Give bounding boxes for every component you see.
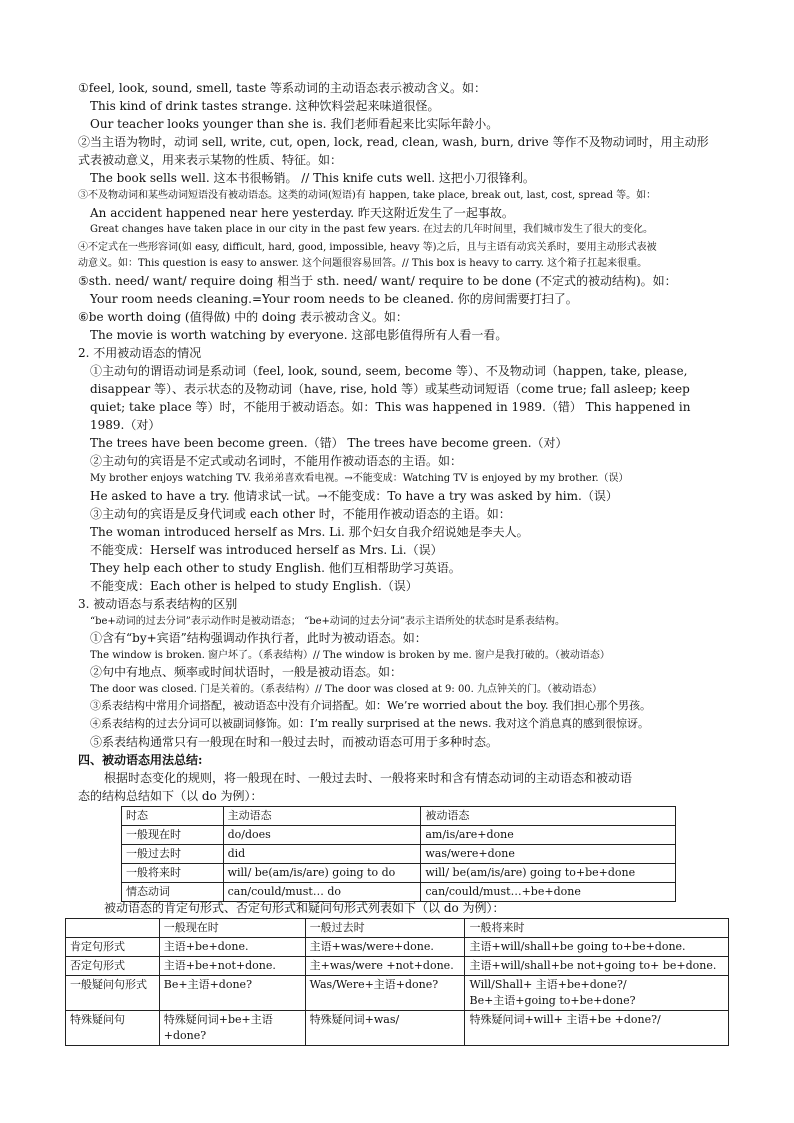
section-4-heading: 四、被动语态用法总结: bbox=[78, 753, 203, 767]
table-cell: 主语+was/were+done. bbox=[305, 938, 465, 957]
table-cell: 主+was/were +not+done. bbox=[305, 957, 465, 976]
example-line: Your room needs cleaning.=Your room needs to be cleaned. 你的房间需要打扫了。 bbox=[90, 292, 578, 306]
example-line: They help each other to study English. 他们互相帮助学习英语。 bbox=[90, 561, 461, 575]
rule-6-heading: ⑥be worth doing (值得做) 中的 doing 表示被动含义。如： bbox=[78, 310, 408, 324]
table-cell: do/does bbox=[223, 826, 421, 845]
table-header-cell: 一般过去时 bbox=[305, 919, 465, 938]
table-cell: 特殊疑问词+will+ 主语+be +done?/ bbox=[465, 1011, 729, 1046]
table-cell: 肯定句形式 bbox=[66, 938, 160, 957]
table-header-cell: 被动语态 bbox=[421, 807, 676, 826]
table-cell: will/ be(am/is/are) going to+be+done bbox=[421, 864, 676, 883]
table-cell: 主语+will/shall+be going to+be+done. bbox=[465, 938, 729, 957]
paragraph-line: quiet; take place 等）时，不能用于被动语态。如：This was happened in 1989.（错） This happened in bbox=[90, 400, 691, 414]
rule-2-heading: ②当主语为物时，动词 sell, write, cut, open, lock, read, clean, wash, burn, drive 等作不及物动词时，用主动形 bbox=[78, 135, 709, 149]
table-cell: 特殊疑问词+was/ bbox=[305, 1011, 465, 1046]
table-header-row bbox=[122, 807, 676, 826]
table-cell: 一般现在时 bbox=[122, 826, 224, 845]
table-cell bbox=[465, 976, 729, 1011]
paragraph-line: ②句中有地点、频率或时间状语时，一般是被动语态。如： bbox=[90, 665, 403, 679]
paragraph-line: 1989.（对） bbox=[90, 418, 161, 432]
table-row bbox=[66, 938, 729, 957]
table-cell: Was/Were+主语+done? bbox=[305, 976, 465, 1011]
table-cell: 主语+be+done. bbox=[159, 938, 305, 957]
rule-1-heading: ①feel, look, sound, smell, taste 等系动词的主动语态表示被动含义。如： bbox=[78, 81, 487, 95]
paragraph-line: ①含有“by+宾语”结构强调动作执行者，此时为被动语态。如： bbox=[90, 631, 427, 645]
table-cell: am/is/are+done bbox=[421, 826, 676, 845]
example-line: 不能变成：Each other is helped to study English.（误） bbox=[90, 579, 418, 593]
paragraph-line: disappear 等）、表示状态的及物动词（have, rise, hold 等）或某些动词短语（come true; fall asleep; keep bbox=[90, 382, 690, 396]
table-row bbox=[66, 957, 729, 976]
table-cell: can/could/must…+be+done bbox=[421, 883, 676, 902]
example-line: An accident happened near here yesterday. 昨天这附近发生了一起事故。 bbox=[90, 206, 514, 220]
table-row bbox=[122, 845, 676, 864]
table-header-cell: 时态 bbox=[122, 807, 224, 826]
table-cell: was/were+done bbox=[421, 845, 676, 864]
example-line: The woman introduced herself as Mrs. Li. 那个妇女自我介绍说她是李夫人。 bbox=[90, 525, 529, 539]
table-cell: 否定句形式 bbox=[66, 957, 160, 976]
table-cell: will/ be(am/is/are) going to do bbox=[223, 864, 421, 883]
example-line: Our teacher looks younger than she is. 我们老师看起来比实际年龄小。 bbox=[90, 117, 499, 131]
table-row bbox=[122, 826, 676, 845]
example-line: 不能变成：Herself was introduced herself as Mrs. Li.（误） bbox=[90, 543, 443, 557]
table-row bbox=[122, 864, 676, 883]
example-line: My brother enjoys watching TV. 我弟弟喜欢看电视。→不能变成：Watching TV is enjoyed by my brother.（误） bbox=[90, 473, 629, 484]
table-header-cell: 一般将来时 bbox=[465, 919, 729, 938]
example-line: The book sells well. 这本书很畅销。 // This knife cuts well. 这把小刀很锋利。 bbox=[90, 171, 535, 185]
rule-4-heading: ④不定式在一些形容词(如 easy, difficult, hard, good, impossible, heavy 等)之后，且与主语有动宾关系时，要用主动形式表被 bbox=[78, 242, 657, 253]
example-line: The movie is worth watching by everyone. 这部电影值得所有人看一看。 bbox=[90, 328, 508, 342]
table-header-cell bbox=[66, 919, 160, 938]
table-header-cell: 一般现在时 bbox=[159, 919, 305, 938]
table-cell: 一般过去时 bbox=[122, 845, 224, 864]
paragraph-line: ②主动句的宾语是不定式或动名词时，不能用作被动语态的主语。如： bbox=[90, 454, 463, 468]
table-cell: 一般将来时 bbox=[122, 864, 224, 883]
rule-3-heading: ③不及物动词和某些动词短语没有被动语态。这类的动词(短语)有 happen, take place, break out, last, cost, spread 等。如： bbox=[78, 190, 657, 201]
table-row bbox=[122, 883, 676, 902]
example-line: The door was closed. 门是关着的。（系表结构）// The door was closed at 9: 00. 九点钟关的门。（被动语态） bbox=[90, 684, 603, 695]
table-header-cell: 主动语态 bbox=[223, 807, 421, 826]
paragraph-line: ⑤系表结构通常只有一般现在时和一般过去时，而被动语态可用于多种时态。 bbox=[90, 735, 499, 749]
table-cell: 主语+be+not+done. bbox=[159, 957, 305, 976]
table-cell: 主语+will/shall+be not+going to+ be+done. bbox=[465, 957, 729, 976]
table-header-row bbox=[66, 919, 729, 938]
example-line: Great changes have taken place in our city in the past few years. 在过去的几年时间里，我们城市发生了很大的变化。 bbox=[90, 224, 654, 235]
example-line: The window is broken. 窗户坏了。（系表结构）// The window is broken by me. 窗户是我打破的。（被动语态） bbox=[90, 650, 610, 661]
table-cell: 情态动词 bbox=[122, 883, 224, 902]
table-cell: did bbox=[223, 845, 421, 864]
example-line: The trees have been become green.（错） The trees have become green.（对） bbox=[90, 436, 568, 450]
section-3-heading: 3. 被动语态与系表结构的区别 bbox=[78, 597, 238, 611]
table-cell: Be+主语+done? bbox=[159, 976, 305, 1011]
cell-line: Will/Shall+ 主语+be+done?/ bbox=[469, 978, 627, 991]
paragraph-line: ③系表结构中常用介词搭配，被动语态中没有介词搭配。如：We’re worried about the boy. 我们担心那个男孩。 bbox=[90, 699, 651, 712]
voice-structure-table bbox=[121, 806, 676, 902]
rule-4-continued: 动意义。如：This question is easy to answer. 这个问题很容易回答。// This box is heavy to carry. 这个箱子扛起来很重。 bbox=[78, 258, 648, 269]
paragraph-line: 被动语态的肯定句形式、否定句形式和疑问句形式列表如下（以 do 为例）： bbox=[104, 901, 505, 915]
cell-line: Be+主语+going to+be+done? bbox=[469, 994, 636, 1007]
example-line: He asked to have a try. 他请求试一试。→不能变成：To have a try was asked by him.（误） bbox=[90, 489, 618, 503]
table-cell: can/could/must… do bbox=[223, 883, 421, 902]
table-row bbox=[66, 976, 729, 1011]
rule-2-continued: 式表被动意义，用来表示某物的性质、特征。如： bbox=[78, 153, 343, 167]
paragraph-line: ①主动句的谓语动词是系动词（feel, look, sound, seem, become 等）、不及物动词（happen, take, please, bbox=[90, 364, 688, 378]
paragraph-line: 态的结构总结如下（以 do 为例）： bbox=[78, 789, 263, 803]
sentence-form-table bbox=[65, 918, 729, 1046]
paragraph-line: 根据时态变化的规则，将一般现在时、一般过去时、一般将来时和含有情态动词的主动语态和被动语 bbox=[104, 771, 633, 785]
table-cell: 特殊疑问句 bbox=[66, 1011, 160, 1046]
example-line: This kind of drink tastes strange. 这种饮料尝起来味道很怪。 bbox=[90, 99, 440, 113]
paragraph-line: ③主动句的宾语是反身代词或 each other 时，不能用作被动语态的主语。如： bbox=[90, 507, 511, 521]
table-cell: 一般疑问句形式 bbox=[66, 976, 160, 1011]
rule-5-heading: ⑤sth. need/ want/ require doing 相当于 sth. need/ want/ require to be done (不定式的被动结构)。如： bbox=[78, 274, 677, 288]
paragraph-line: “be+动词的过去分词”表示动作时是被动语态； “be+动词的过去分词”表示主语所处的状态时是系表结构。 bbox=[90, 616, 566, 627]
table-row bbox=[66, 1011, 729, 1046]
section-2-heading: 2. 不用被动语态的情况 bbox=[78, 346, 202, 360]
paragraph-line: ④系表结构的过去分词可以被副词修饰。如：I’m really surprised at the news. 我对这个消息真的感到很惊讶。 bbox=[90, 717, 649, 730]
table-cell: 特殊疑问词+be+主语+done? bbox=[159, 1011, 305, 1046]
